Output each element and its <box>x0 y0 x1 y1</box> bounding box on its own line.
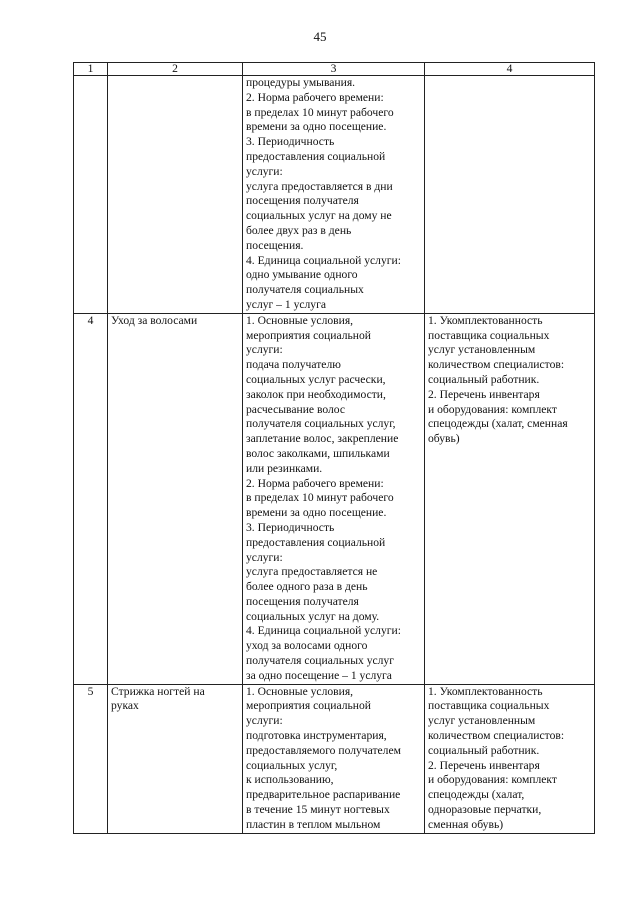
service-conditions-cell <box>243 76 425 314</box>
cell-text-line: 2. Норма рабочего времени: <box>246 90 384 104</box>
cell-text-line: времени за одно посещение. <box>246 120 387 134</box>
cell-text-line: социальных услуг, <box>246 758 338 772</box>
services-table <box>73 62 595 834</box>
row-number-cell <box>74 76 108 314</box>
table-row <box>74 313 595 684</box>
header-cell: 1 <box>74 63 108 76</box>
cell-text-line: 2. Перечень инвентаря <box>428 387 540 401</box>
cell-text-line: 4. Единица социальной услуги: <box>246 624 401 638</box>
cell-text-line: посещения получателя <box>246 594 359 608</box>
cell-text-line: 1. Основные условия, <box>246 684 354 698</box>
service-name-cell <box>108 684 243 833</box>
cell-text-line: 3. Периодичность <box>246 135 335 149</box>
cell-text-line: пластин в теплом мыльном <box>246 817 381 831</box>
cell-text-line: услуги: <box>246 343 283 357</box>
cell-text-line: расчесывание волос <box>246 402 346 416</box>
cell-text-line: услуги: <box>246 550 283 564</box>
cell-text-line: 1. Укомплектованность <box>428 313 543 327</box>
cell-text-line: и оборудования: комплект <box>428 402 557 416</box>
cell-text-line: предварительное распаривание <box>246 788 401 802</box>
table-row <box>74 76 595 314</box>
cell-text-line: количеством специалистов: <box>428 729 565 743</box>
service-standards-cell <box>425 313 595 684</box>
row-number-cell: 4 <box>74 313 108 684</box>
cell-text-line: предоставления социальной <box>246 149 386 163</box>
cell-text-line: заколок при необходимости, <box>246 387 386 401</box>
cell-text-line: услуг установленным <box>428 714 536 728</box>
cell-text-line: или резинками. <box>246 461 323 475</box>
service-standards-cell <box>425 76 595 314</box>
cell-text-line: подготовка инструментария, <box>246 729 387 743</box>
cell-text-line: к использованию, <box>246 773 334 787</box>
cell-text-line: посещения. <box>246 238 304 252</box>
cell-text-line: и оборудования: комплект <box>428 773 557 787</box>
cell-text-line: Стрижка ногтей на <box>111 684 205 698</box>
cell-text-line: заплетание волос, закрепление <box>246 432 399 446</box>
cell-text-line: услуг установленным <box>428 343 536 357</box>
cell-text-line: услуги: <box>246 714 283 728</box>
cell-text-line: спецодежды (халат, сменная <box>428 417 568 431</box>
cell-text-line: подача получателю <box>246 358 341 372</box>
cell-text-line: социальных услуг на дому не <box>246 209 392 223</box>
cell-text-line: сменная обувь) <box>428 817 504 831</box>
cell-text-line: процедуры умывания. <box>246 76 356 89</box>
cell-text-line: уход за волосами одного <box>246 639 368 653</box>
cell-text-line: в пределах 10 минут рабочего <box>246 105 394 119</box>
cell-text-line: посещения получателя <box>246 194 359 208</box>
cell-text-line: услуга предоставляется в дни <box>246 179 393 193</box>
cell-text-line: волос заколками, шпильками <box>246 446 390 460</box>
cell-text-line: мероприятия социальной <box>246 699 371 713</box>
cell-text-line: обувь) <box>428 432 460 446</box>
cell-text-line: социальных услуг расчески, <box>246 372 386 386</box>
cell-text-line: 1. Укомплектованность <box>428 684 543 698</box>
cell-text-line: 1. Основные условия, <box>246 313 354 327</box>
cell-text-line: одно умывание одного <box>246 268 358 282</box>
service-name-cell <box>108 313 243 684</box>
cell-text-line: за одно посещение – 1 услуга <box>246 668 392 682</box>
cell-text-line: спецодежды (халат, <box>428 788 525 802</box>
cell-text-line: 2. Норма рабочего времени: <box>246 476 384 490</box>
cell-text-line: в пределах 10 минут рабочего <box>246 491 394 505</box>
cell-text-line: услуг – 1 услуга <box>246 297 326 311</box>
service-name-cell <box>108 76 243 314</box>
cell-text-line: поставщика социальных <box>428 328 550 342</box>
cell-text-line: более двух раз в день <box>246 223 352 237</box>
cell-text-line: в течение 15 минут ногтевых <box>246 803 390 817</box>
row-number-cell: 5 <box>74 684 108 833</box>
service-conditions-cell <box>243 313 425 684</box>
cell-text-line: получателя социальных услуг <box>246 654 394 668</box>
page-number: 45 <box>313 29 327 44</box>
service-conditions-cell <box>243 684 425 833</box>
cell-text-line: социальный работник. <box>428 372 540 386</box>
cell-text-line: услуга предоставляется не <box>246 565 378 579</box>
cell-text-line: 4. Единица социальной услуги: <box>246 253 401 267</box>
cell-text-line: количеством специалистов: <box>428 358 565 372</box>
cell-text-line: более одного раза в день <box>246 580 368 594</box>
cell-text-line: 3. Периодичность <box>246 520 335 534</box>
cell-text-line: руках <box>111 699 139 713</box>
cell-text-line: услуги: <box>246 164 283 178</box>
cell-text-line: времени за одно посещение. <box>246 506 387 520</box>
service-standards-cell <box>425 684 595 833</box>
table-header-row <box>74 63 595 76</box>
table-row <box>74 684 595 833</box>
cell-text-line: социальных услуг на дому. <box>246 609 380 623</box>
cell-text-line: получателя социальных <box>246 283 364 297</box>
cell-text-line: 2. Перечень инвентаря <box>428 758 540 772</box>
cell-text-line: социальный работник. <box>428 743 540 757</box>
header-cell: 4 <box>425 63 595 76</box>
header-cell: 3 <box>243 63 425 76</box>
cell-text-line: мероприятия социальной <box>246 328 371 342</box>
cell-text-line: получателя социальных услуг, <box>246 417 396 431</box>
cell-text-line: Уход за волосами <box>111 313 198 327</box>
cell-text-line: предоставляемого получателем <box>246 743 401 757</box>
header-cell: 2 <box>108 63 243 76</box>
cell-text-line: предоставления социальной <box>246 535 386 549</box>
cell-text-line: одноразовые перчатки, <box>428 803 542 817</box>
cell-text-line: поставщика социальных <box>428 699 550 713</box>
